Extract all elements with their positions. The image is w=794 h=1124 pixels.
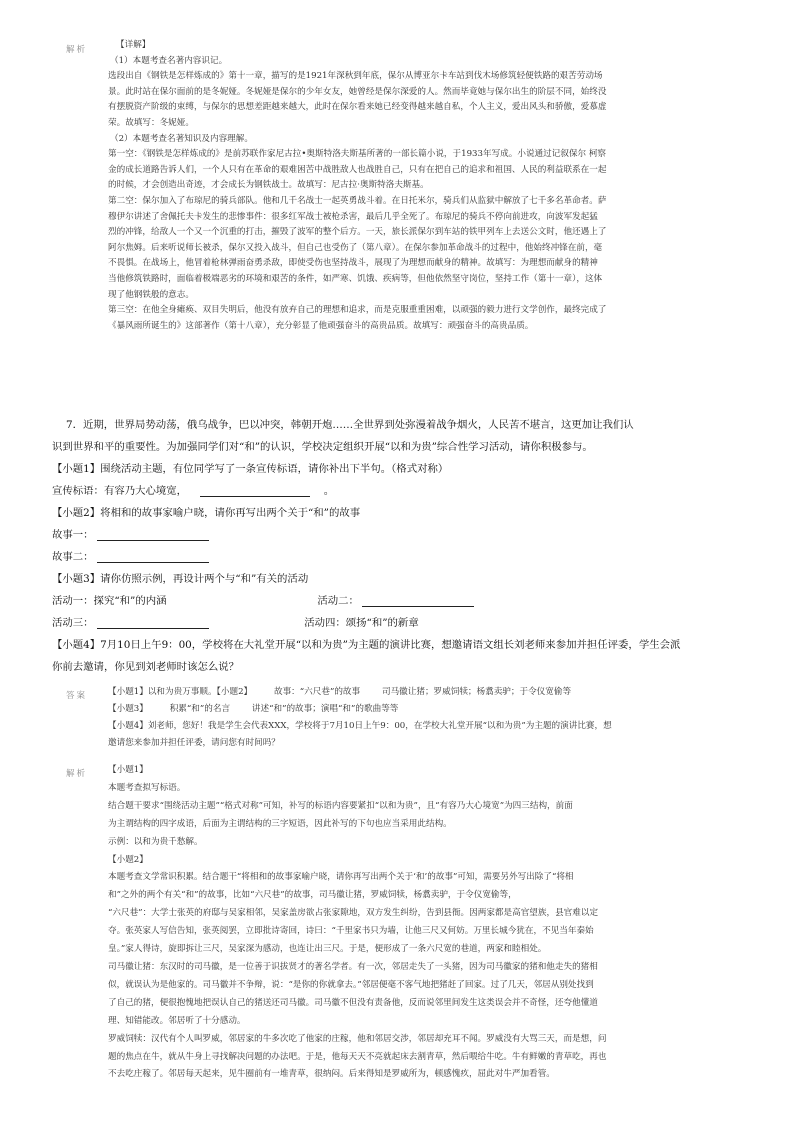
analysis-line: 《暴风雨所诞生的》这部著作（第十八章），充分彰显了他顽强奋斗的高贵品质。故填写：顽强奋斗的高贵品质。 xyxy=(108,320,534,331)
story-1-label: 故事一： xyxy=(52,529,94,541)
analysis-line: 【小题2】 xyxy=(108,854,148,865)
answer-block xyxy=(108,684,612,752)
analysis-line: 选段出自《钢铁是怎样炼成的》第十一章，描写的是1921年深秋到年底，保尔从博亚尔卡车站到伐木场修筑轻便铁路的艰苦劳动场 xyxy=(108,71,603,82)
analysis-line: 不畏惧。在战场上，他冒着枪林弹雨奋勇杀敌，即使受伤也坚持战斗，展现了为理想而献身的精神。故填写：为理想而献身的精神 xyxy=(108,258,598,269)
analysis-line: 第三空：在他全身瘫痪、双目失明后，他没有放弃自己的理想和追求，而是克服重重困难，以顽强的毅力进行文学创作，最终完成了 xyxy=(108,305,607,316)
activity-3-blank[interactable] xyxy=(97,616,209,629)
subquestion-1: 【小题1】围绕活动主题，有位同学写了一条宣传标语，请你补出下半句。（格式对称） xyxy=(52,463,449,475)
analysis-line: （1）本题考查名著内容识记。 xyxy=(110,55,228,66)
analysis-line: 示例：以和为贵千愁解。 xyxy=(108,836,203,847)
answer-label: 答案 xyxy=(66,691,88,701)
analysis-line: 本题考查文学常识积累。结合题干“将相和的故事家喻户晓，请你再写出两个关于‘和’的故事”可知，需要另外写出除了“将相 xyxy=(108,872,574,883)
story-1-blank[interactable] xyxy=(97,528,209,541)
analysis-line: 和”之外的两个有关“和”的故事，比如“六尺巷”的故事，司马徽让猪，罗威饲犊，杨翥卖驴，于令仪宽偷等， xyxy=(108,890,517,901)
analysis-line: 夺。张英家人写信告知，张英阅罢，立即批诗寄回，诗曰：“千里家书只为墙，让他三尺又何妨。万里长城今犹在，不见当年秦始 xyxy=(108,926,594,937)
activity-2-blank[interactable] xyxy=(362,594,474,607)
story-2-blank[interactable] xyxy=(97,550,209,563)
subquestion-3: 【小题3】请你仿照示例，再设计两个与“和”有关的活动 xyxy=(52,573,309,585)
activity-row-2 xyxy=(52,612,680,634)
analysis-line: 穆伊尔讲述了舍佩托夫卡发生的悲惨事件：很多红军战士被枪杀害，最后几乎全死了。布琼尼的骑兵不停向前进攻，向波军发起猛 xyxy=(108,211,598,222)
analysis-line: 金的成长道路告诉人们，一个人只有在革命的艰难困苦中战胜敌人也战胜自己，只有在把自己的追求和祖国、人民的利益联系在一起 xyxy=(108,164,607,175)
analysis-line: 第二空：保尔加入了布琼尼的骑兵部队。他和几千名战士一起英勇战斗着。在日托米尔，骑兵们从监狱中解放了七千多名革命者。萨 xyxy=(108,195,607,206)
answer-line: 【小题4】刘老师，您好！我是学生会代表XXX，学校将于7月10日上午9：00，在学校大礼堂开展“以和为贵”为主题的演讲比赛，想 xyxy=(108,721,612,731)
top-analysis xyxy=(108,38,606,334)
analysis-line: 了自己的猪，便很抱愧地把误认自己的猪送还司马徽。司马徽不但没有责备他，反而说邻里间发生这类误会并不奇怪，还夸他懂道 xyxy=(108,997,598,1008)
activity-row-1 xyxy=(52,590,680,612)
bottom-analysis xyxy=(108,762,606,1084)
analysis-line: （2）本题考查名著知识及内容理解。 xyxy=(110,133,253,144)
analysis-line: 现了他钢铁般的意志。 xyxy=(108,289,194,300)
question-intro-line: 识到世界和平的重要性。为加强同学们对“和”的认识，学校决定组织开展“以和为贵”综合性学习活动，请你积极参与。 xyxy=(52,441,593,453)
answer-line: 【小题1】以和为贵万事顺。【小题2】 故事：“六尺巷”的故事 司马徽让猪；罗威饲犊；杨翥卖驴；于令仪宽偷等 xyxy=(108,687,572,697)
slogan-blank[interactable] xyxy=(200,484,310,497)
analysis-line: 景。此时站在保尔面前的是冬妮娅。冬妮娅是保尔的少年女友，她曾经是保尔深爱的人。然而毕竟她与保尔出生的阶层不同，始终没 xyxy=(108,86,607,97)
analysis-line: 第一空：《钢铁是怎样炼成的》是前苏联作家尼古拉•奥斯特洛夫斯基所著的一部长篇小说，于1933年写成。小说通过记叙保尔 柯察 xyxy=(108,149,607,160)
slogan-end: 。 xyxy=(323,485,335,497)
story-1-line xyxy=(52,524,680,546)
analysis-line: 不去吃庄稼了。邻居每天起来，见牛圈前有一堆青草，很纳闷。后来得知是罗威所为，顿感愧疚，屈此对牛严加看管。 xyxy=(108,1069,555,1080)
analysis-line: 当他修筑铁路时，面临着极端恶劣的环境和艰苦的条件，如严寒、饥饿、疾病等，但他依然坚守岗位，坚持工作（第十一章），这体 xyxy=(108,273,603,284)
analysis-line: 罗威饲犊：汉代有个人叫罗威，邻居家的牛多次吃了他家的庄稼，他和邻居交涉，邻居却充耳不闻。罗威没有大骂三天，而是想，问 xyxy=(108,1033,607,1044)
analysis-line: 【详解】 xyxy=(116,40,151,50)
analysis-line: 荣。故填写：冬妮娅。 xyxy=(108,117,194,128)
subquestion-4: 【小题4】7月10日上午9：00，学校将在大礼堂开展“以和为贵”为主题的演讲比赛，想邀请语文组长刘老师来参加并担任评委，学生会派 xyxy=(52,639,681,651)
analysis-line: 阿尔焦姆。后来听说师长被杀，保尔又投入战斗，但自己也受伤了（第八章）。在保尔参加革命战斗的过程中，他始终冲锋在前，毫 xyxy=(108,242,603,253)
analysis-line: 皇。”家人得诗，旋即拆让三尺，吴家深为感动，也连让出三尺。于是，便形成了一条六尺宽的巷道，两家和睦相处。 xyxy=(108,944,547,955)
analysis-line: 题的焦点在牛，就从牛身上寻找解决问题的办法吧。于是，他每天天不亮就起床去割青草，然后喂给牛吃。牛有鲜嫩的青草吃，再也 xyxy=(108,1051,607,1062)
analysis-line: 理、知错能改。邻居听了十分感动。 xyxy=(108,1015,246,1026)
analysis-line: “六尺巷”：大学士张英的府邸与吴家相邻，吴家盖房欲占张家隙地，双方发生纠纷，告到县衙。因两家都是高官望族，县官难以定 xyxy=(108,908,599,919)
activity-2-label: 活动二： xyxy=(317,595,359,607)
story-2-label: 故事二： xyxy=(52,551,94,563)
analysis-line: 烈的冲锋，给敌人一个又一个沉重的打击，摧毁了波军的整个后方。一天，旅长派保尔到车站的铁甲列车上去送公文时，他还遇上了 xyxy=(108,227,607,238)
answer-line: 【小题3】 积累“和”的名言 讲述“和”的故事；演唱“和”的歌曲等等 xyxy=(108,704,399,714)
subquestion-4-cont: 你前去邀请，你见到刘老师时该怎么说？ xyxy=(52,661,240,673)
analysis-line: 为主谓结构的四字成语，后面为主谓结构的三字短语，因此补写的下句也应当采用此结构。 xyxy=(108,818,452,829)
analysis-line: 司马徽让猪：东汉时的司马徽，是一位善于识拔贤才的著名学者。有一次，邻居走失了一头猪，因为司马徽家的猪和他走失的猪相 xyxy=(108,961,598,972)
question-7 xyxy=(52,414,680,678)
answer-line: 邀请您来参加并担任评委，请问您有时间吗？ xyxy=(108,738,280,748)
activity-3-label: 活动三： xyxy=(52,617,94,629)
analysis-line: 有摆脱资产阶级的束缚，与保尔的思想差距越来越大，此时在保尔看来她已经变得越来越自私，个人主义，爱出风头和骄傲，爱慕虚 xyxy=(108,102,607,113)
subquestion-2: 【小题2】将相和的故事家喻户晓，请你再写出两个关于“和”的故事 xyxy=(52,507,361,519)
question-intro-line: 7．近期，世界局势动荡，俄乌战争，巴以冲突，韩朝开炮……全世界到处弥漫着战争烟火，人民苦不堪言，这更加让我们认 xyxy=(66,419,634,431)
analysis-line: 本题考查拟写标语。 xyxy=(108,782,186,793)
slogan-prefix: 宣传标语：有容乃大心境宽， xyxy=(52,485,188,497)
slogan-line xyxy=(52,480,680,502)
analysis-line: 的时候，才会创造出奇迹，才会成长为钢铁战士。故填写：尼古拉·奥斯特洛夫斯基。 xyxy=(108,180,429,191)
analysis-label-top: 解析 xyxy=(66,45,88,55)
activity-1: 活动一：探究“和”的内涵 xyxy=(52,595,167,607)
story-2-line xyxy=(52,546,680,568)
analysis-line: 【小题1】 xyxy=(108,765,148,775)
analysis-label-bottom: 解析 xyxy=(66,769,88,779)
analysis-line: 似，就误认为是他家的。司马徽并不争辩，说：“是你的你就拿去。”邻居便毫不客气地把猪赶了回家。过了几天，邻居从别处找到 xyxy=(108,979,594,990)
analysis-line: 结合题干要求“围绕活动主题”“格式对称”可知，补写的标语内容要紧扣“以和为贵”，且“有容乃大心境宽”为四三结构，前面 xyxy=(108,800,573,811)
activity-4: 活动四：颂扬“和”的新章 xyxy=(304,617,419,629)
